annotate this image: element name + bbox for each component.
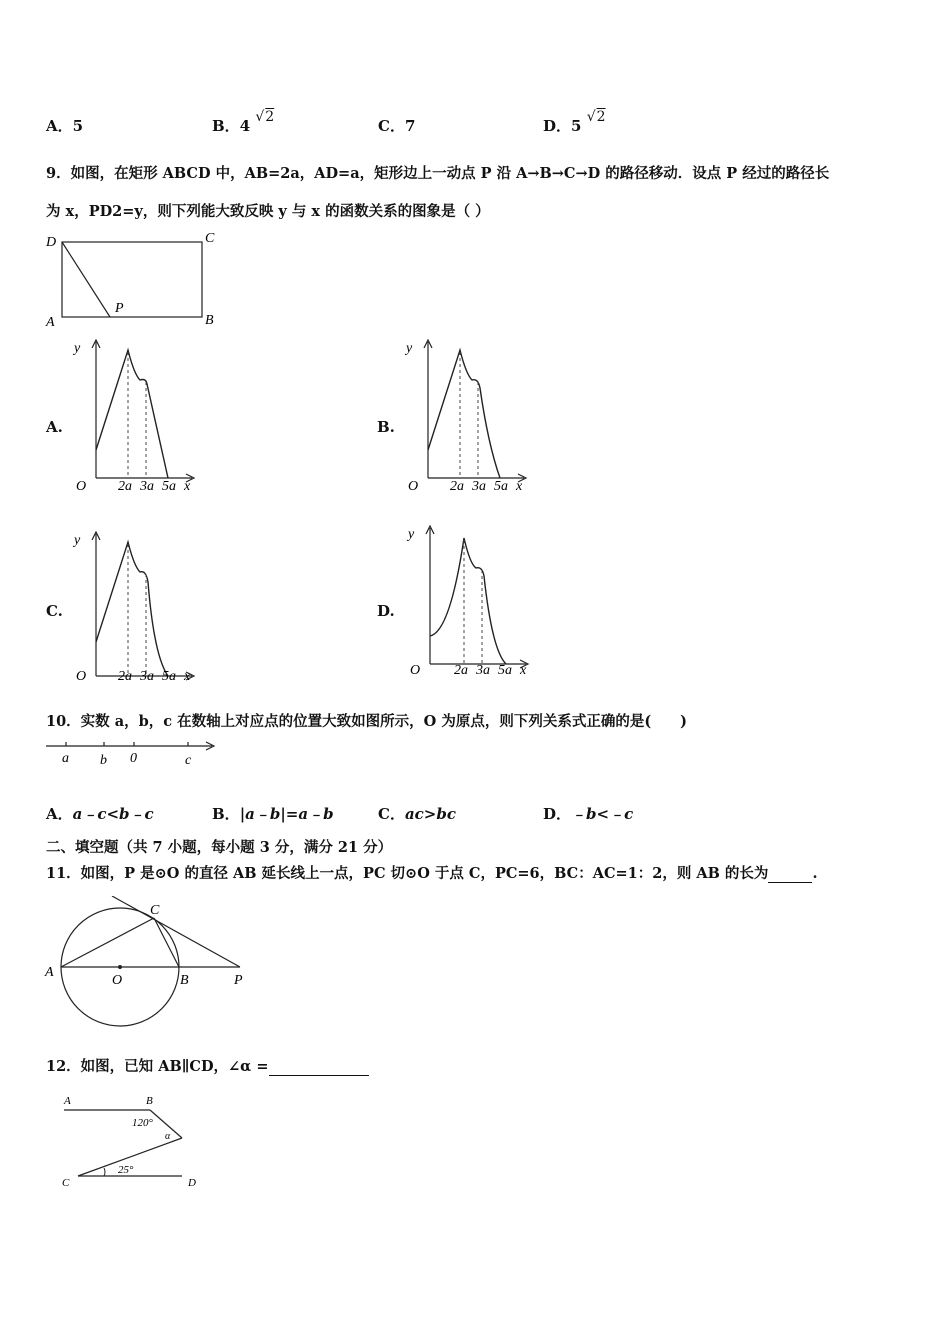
q9-option-a-label: A. (46, 418, 63, 436)
x-label: x (184, 669, 191, 684)
label-b: B (180, 973, 189, 988)
x-label: x (520, 663, 527, 678)
segment-cb (154, 918, 179, 967)
tick-2a: 2a (118, 669, 132, 684)
q9-stem-line1: 9．如图，在矩形 ABCD 中，AB=2a，AD=a，矩形边上一动点 P 沿 A→B→C→D 的路径移动．设点 P 经过的路径长 (46, 165, 830, 182)
sqrt-sign: √2 (255, 109, 275, 125)
q10-number-line (40, 734, 230, 774)
origin-label: O (76, 479, 87, 494)
q10-stem: 10．实数 a，b，c 在数轴上对应点的位置大致如图所示，O 为原点，则下列关系式正确的是( ) (46, 713, 688, 730)
q9-option-b-label: B. (377, 418, 395, 436)
q10-option-c: C．ac>bc (378, 805, 456, 823)
center-dot (118, 965, 122, 969)
label-d: D (188, 1177, 196, 1189)
label-b: B (146, 1095, 153, 1107)
tick-3a: 3a (472, 479, 486, 494)
q9-graph-d (400, 520, 540, 682)
tick-5a: 5a (498, 663, 512, 678)
tick-5a: 5a (162, 669, 176, 684)
angle-label-alpha: α (165, 1131, 171, 1142)
answer-blank (768, 865, 812, 883)
label-d: D (46, 235, 57, 250)
x-label: x (516, 479, 523, 494)
q9-option-d-label: D. (377, 602, 395, 620)
q10-option-a: A．a﹣c<b﹣c (46, 805, 154, 823)
segment-pd (62, 242, 110, 317)
q8-option-c: C．7 (378, 117, 416, 135)
label-o: O (112, 973, 123, 988)
origin-label: O (408, 479, 419, 494)
label-c: C (62, 1177, 70, 1189)
label-0: 0 (130, 751, 137, 766)
tick-3a: 3a (140, 479, 154, 494)
tick-5a: 5a (162, 479, 176, 494)
q9-rectangle-figure (40, 226, 230, 332)
label-c: C (205, 231, 215, 246)
tick-3a: 3a (476, 663, 490, 678)
q9-stem-line2: 为 x，PD2=y，则下列能大致反映 y 与 x 的函数关系的图象是（ ） (46, 203, 490, 220)
label-c: c (185, 753, 192, 768)
angle-label-120: 120° (132, 1117, 153, 1129)
label-p: P (115, 301, 124, 316)
q9-graph-a (68, 334, 208, 496)
origin-label: O (76, 669, 87, 684)
tangent-pc (112, 896, 240, 967)
curve (428, 350, 500, 478)
curve (96, 350, 168, 478)
label-a: A (64, 1095, 71, 1107)
q10-option-b: B．|a﹣b|=a﹣b (212, 805, 334, 823)
q8-option-d-value: 5 (571, 117, 582, 135)
q8-option-a-value: 5 (72, 117, 84, 135)
q11-stem: 11．如图，P 是⊙O 的直径 AB 延长线上一点，PC 切⊙O 于点 C，PC=6，BC：AC=1：2，则 AB 的长为 . (46, 865, 818, 882)
q9-option-c-label: C. (46, 602, 63, 620)
tick-3a: 3a (140, 669, 154, 684)
section-2-title: 二、填空题（共 7 小题，每小题 3 分，满分 21 分） (46, 839, 393, 856)
tick-2a: 2a (450, 479, 464, 494)
label-b: b (100, 753, 107, 768)
y-label: y (74, 533, 81, 548)
curve (96, 542, 168, 676)
angle-label-25: 25° (118, 1164, 134, 1176)
label-c: C (150, 903, 160, 918)
y-label: y (74, 341, 81, 356)
label-a: A (45, 965, 54, 980)
segment-ac (61, 918, 154, 967)
q8-option-b-value: 4 (239, 117, 251, 135)
q8-option-c-value: 7 (404, 117, 416, 135)
q9-graph-b (400, 334, 540, 496)
q8-option-d: D．5 √2 (543, 109, 606, 135)
q8-option-a: A．5 (46, 117, 84, 135)
curve (430, 538, 506, 664)
q9-graph-c (68, 526, 208, 688)
origin-label: O (410, 663, 421, 678)
q12-stem: 12．如图，已知 AB∥CD，∠α = (46, 1055, 369, 1076)
tick-2a: 2a (454, 663, 468, 678)
tick-5a: 5a (494, 479, 508, 494)
label-a: A (46, 315, 55, 330)
y-label: y (406, 341, 413, 356)
sqrt-sign: √2 (586, 109, 606, 125)
q8-option-b: B．4 √2 (212, 109, 275, 135)
y-label: y (408, 527, 415, 542)
q11-circle-figure (40, 896, 260, 1036)
x-label: x (184, 479, 191, 494)
answer-blank (269, 1058, 369, 1076)
q10-option-d: D．﹣b<﹣c (543, 805, 634, 823)
rectangle-abcd (62, 242, 202, 317)
label-p: P (234, 973, 243, 988)
q12-parallel-figure (52, 1088, 212, 1192)
label-a: a (62, 751, 69, 766)
tick-2a: 2a (118, 479, 132, 494)
label-b: B (205, 313, 214, 328)
angle-arc (104, 1168, 105, 1176)
